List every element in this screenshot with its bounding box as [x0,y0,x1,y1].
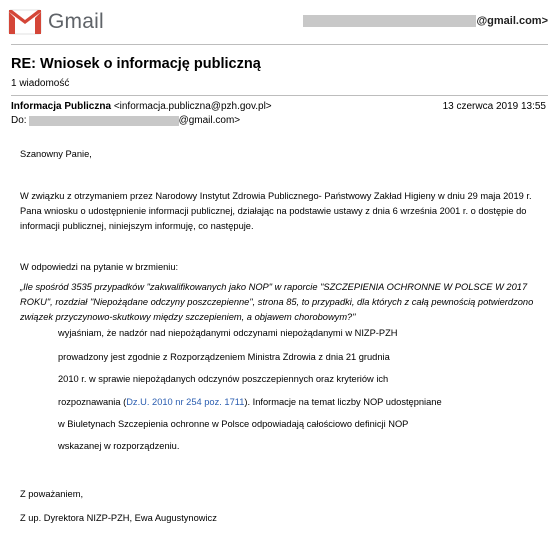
answer-line-1: wyjaśniam, że nadzór nad niepożądanymi odczynami niepożądanymi w NIZP-PZH [58,328,398,338]
account-email [303,15,548,27]
header-divider [11,44,548,45]
paragraph-intro: W związku z otrzymaniem przez Narodowy Instytut Zdrowia Publicznego- Państwowy Zakład Higieny w dniu 29 maja 2019 r. Pana wniosku o udostępnienie informacji publicznej, działając na podstawie ustawy z dnia 6 września 2001 r. o dostępie do informacji publicznej, niniejszym informuję, co następuje. [20,191,532,231]
answer-line-4 [58,397,442,407]
legal-reference-link[interactable]: Dz.U. 2010 nr 254 poz. 1711 [126,397,245,407]
sender-name: Informacja Publiczna [11,101,112,112]
sender-email: <informacja.publiczna@pzh.gov.pl> [113,101,272,112]
message-date: 13 czerwca 2019 13:55 [442,101,546,112]
message-count: 1 wiadomość [11,78,70,89]
greeting: Szanowny Panie, [20,149,92,159]
answer-line-3: 2010 r. w sprawie niepożądanych odczynów poszczepiennych oraz kryteriów ich [58,374,389,384]
answer-line-2: prowadzony jest zgodnie z Rozporządzeniem Ministra Zdrowia z dnia 21 grudnia [58,352,390,362]
answer-line-5: w Biuletynach Szczepienia ochronne w Polsce odpowiadają całościowo definicji NOP [58,419,409,429]
to-email-suffix: @gmail.com> [178,115,241,126]
answer-line-4-post: ). Informacje na temat liczby NOP udostępniane [244,397,442,407]
gmail-logo-text: Gmail [48,10,104,33]
redacted-email-block [303,15,476,27]
paragraph-question-intro: W odpowiedzi na pytanie w brzmieniu: [20,262,179,272]
sender-line [11,101,272,112]
to-label: Do: [11,115,27,126]
answer-line-6: wskazanej w rozporządzeniu. [58,441,180,451]
signature: Z up. Dyrektora NIZP-PZH, Ewa Augustynowicz [20,513,217,523]
gmail-envelope-icon [8,9,42,35]
quoted-question: „Ile spośród 3535 przypadków "zakwalifikowanych jako NOP" w raporcie "SZCZEPIENIA OCHRONNE W POLSCE W 2017 ROKU", rozdział "Niepożądane odczyny poszczepienne", strona 85, to przypadki, dla których z całą pewnością potwierdzono związek przyczynowo-skutkowy między szczepieniem, a objawem chorobowym?" [20,282,534,322]
gmail-logo [8,9,104,35]
redacted-recipient-block [29,116,179,126]
message-divider [11,95,548,96]
account-email-suffix: @gmail.com> [476,15,548,27]
email-subject: RE: Wniosek o informację publiczną [11,56,261,72]
recipient-line [11,115,240,126]
answer-line-4-pre: rozpoznawania ( [58,397,127,407]
closing: Z poważaniem, [20,489,84,499]
